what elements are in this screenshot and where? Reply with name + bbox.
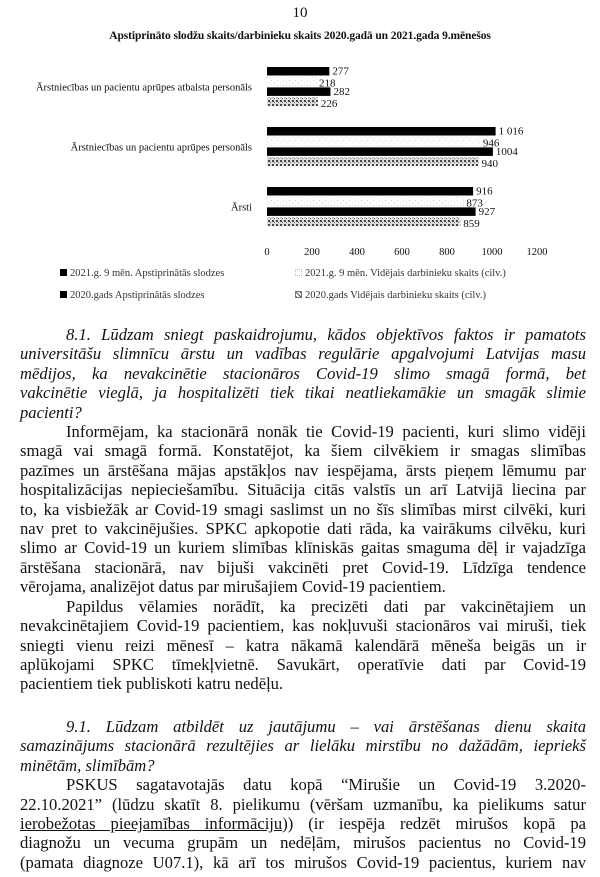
x-tick-label: 600: [394, 247, 410, 258]
legend-label: 2021.g. 9 mēn. Vidējais darbinieku skaits (cilv.): [305, 268, 506, 279]
text-line: ārstēšana stacionārā, nav bijuši vakcinēti pret Covid-19. Līdzīga tendence: [20, 557, 586, 577]
text-line: vērojama, analizējot datus par mirušajiem Covid-19 pacientiem.: [20, 577, 446, 597]
legend-item-2021-slodzes: [60, 268, 224, 279]
bar-light-2-1: [267, 197, 463, 206]
x-tick-label: 1200: [526, 247, 548, 258]
text-line: 8.1. Lūdzam sniegt paskaidrojumu, kādos objektīvos faktos ir pamatots: [66, 325, 586, 344]
text-line: pazīmes un ārstēšana mājas apstākļos nav iespējama, ārsts pieņem lēmumu par: [20, 460, 586, 480]
bar-value-label: 226: [320, 98, 338, 111]
text-line: Papildus vēlamies norādīt, ka precizēti dati par vakcinētajiem un: [66, 596, 586, 616]
text-line: mēdijos, ka nevakcinētie stacionāros Covid-19 slimo smagā formā, bet: [20, 363, 586, 383]
answer-8-1-paragraph-2: [20, 597, 586, 694]
text-line: nav pret to vakcinējušies. SPKC apkopotie dati rāda, ka vairākums cilvēku, kuri: [20, 519, 586, 539]
x-tick-label: 1000: [481, 247, 503, 258]
bar-solid-1-2: [267, 147, 493, 156]
text-line: universitāšu slimnīcu ārstu un vadības regulārie apgalvojumi Latvijas masu: [20, 344, 586, 364]
bar-light-0-1: [267, 77, 316, 86]
text-line: nevakcinētajiem Covid-19 pacientiem, kas nokļuvuši stacionāros vai miruši, tiek: [20, 616, 586, 636]
legend-label: 2020.gads Apstiprinātās slodzes: [70, 290, 205, 301]
legend-swatch-light: [295, 269, 302, 276]
chart-title: Apstiprināto slodžu skaits/darbinieku skaits 2020.gadā un 2021.gada 9.mēnešos: [109, 30, 491, 42]
category-label: Ārstniecības un pacientu aprūpes personāls: [70, 142, 252, 154]
text-line: pacientiem tiek publiskoti katru nedēļu.: [20, 674, 284, 694]
text-line: pacienti?: [20, 402, 82, 422]
text-line: vakcinētie vieglā, ja hospitalizēti tiek tikai neatliekamākie un smagāk slimie: [20, 383, 586, 403]
category-label: Ārstniecības un pacientu aprūpes atbalsta personāls: [35, 82, 252, 94]
bar-value-label: 1 016: [498, 125, 524, 138]
text-line: 9.1. Lūdzam atbildēt uz jautājumu – vai ārstēšanas dienu skaita: [66, 717, 586, 736]
text-line: (pamata diagnoze U07.1), kā arī tos mirušos Covid-19 pacientus, kuriem nav: [20, 852, 586, 872]
text-line: sniegti vienu reizi mēnesī – katra nākamā kalendārā mēneša beigās un ir: [20, 635, 586, 655]
bar-hatch-0-3: [267, 98, 318, 107]
text-line: 22.10.2021” (lūdzu skatīt 8. pielikumu (vēršam uzmanību, ka pielikums satur: [20, 794, 586, 814]
legend-swatch-solid: [60, 291, 67, 298]
bar-solid-2-0: [267, 187, 473, 196]
text-line: minētām, slimībām?: [20, 755, 155, 775]
x-tick-label: 0: [264, 247, 270, 258]
legend-swatch-hatch: [295, 291, 302, 298]
bar-chart: [0, 60, 600, 265]
bar-value-label: 927: [478, 205, 496, 218]
answer-8-1-paragraph-1: [20, 422, 586, 597]
bar-solid-1-0: [267, 127, 496, 136]
bar-value-label: 859: [463, 218, 480, 231]
x-tick-label: 200: [304, 247, 320, 258]
text-line: hospitalizācijas nepieciešamību. Situācija citās valstīs un arī Latvijā liecina par: [20, 480, 586, 500]
bar-value-label: 946: [482, 137, 500, 150]
answer-9-1: [20, 775, 586, 872]
chart-legend: [60, 268, 580, 308]
bar-value-label: 1004: [495, 145, 518, 158]
bar-hatch-1-3: [267, 158, 479, 167]
category-label: Ārsti: [231, 202, 252, 214]
text-line: smagā vai smagā formā. Konstatējot, ka šiem cilvēkiem ir smagas slimības: [20, 441, 586, 461]
section-9-1: [20, 717, 586, 872]
text-fragment: )) (ir iespēja redzēt mirušos kopā pa: [282, 814, 586, 834]
bar-value-label: 282: [333, 85, 350, 98]
bar-value-label: 916: [476, 185, 493, 198]
page-number: 10: [292, 5, 308, 21]
bar-solid-0-0: [267, 67, 329, 76]
text-line: PSKUS sagatavotajās datu kopā “Mirušie un Covid-19 3.2020-: [66, 775, 586, 795]
legend-swatch-solid: [60, 269, 67, 276]
question-9-1: [20, 717, 586, 775]
bar-light-1-1: [267, 137, 480, 146]
text-line: [20, 814, 586, 833]
question-8-1: [20, 325, 586, 422]
bar-solid-2-2: [267, 207, 476, 216]
text-line: slimo ar Covid-19 un kuriem slimības klīniskās gaitas smaguma dēļ ir vajadzīga: [20, 538, 586, 558]
legend-item-2020-slodzes: [60, 290, 204, 301]
text-line: to, ka visbiežāk ar Covid-19 smagi saslimst un no šīs slimības mirst cilvēki, kuri: [20, 499, 586, 519]
bar-value-label: 277: [332, 65, 349, 78]
legend-item-2020-darbinieki: [295, 290, 486, 301]
x-tick-label: 800: [439, 247, 455, 258]
text-line: aplūkojami SPKC tīmekļvietnē. Savukārt, operatīvie dati par Covid-19: [20, 654, 586, 674]
legend-label: 2021.g. 9 mēn. Apstiprinātās slodzes: [70, 268, 225, 279]
legend-label: 2020.gads Vidējais darbinieku skaits (cilv.): [305, 290, 487, 301]
bar-value-label: 940: [481, 158, 498, 171]
bar-value-label: 873: [466, 197, 483, 210]
section-8-1: [20, 325, 586, 694]
text-line: samazinājums stacionārā rezultējies ar lielāku mirstību no dažādām, iepriekš: [20, 736, 586, 756]
x-tick-label: 400: [349, 247, 365, 258]
text-line: diagnožu un vecuma grupām un nedēļām, mirušos pacientus no Covid-19: [20, 833, 586, 853]
legend-item-2021-darbinieki: [295, 268, 506, 279]
text-line: Informējam, ka stacionārā nonāk tie Covid-19 pacienti, kuri slimo vidēji: [66, 422, 586, 442]
underlined-restricted-info: ierobežotas pieejamības informāciju: [20, 814, 283, 834]
bar-hatch-2-3: [267, 218, 460, 227]
bar-value-label: 218: [319, 77, 336, 90]
